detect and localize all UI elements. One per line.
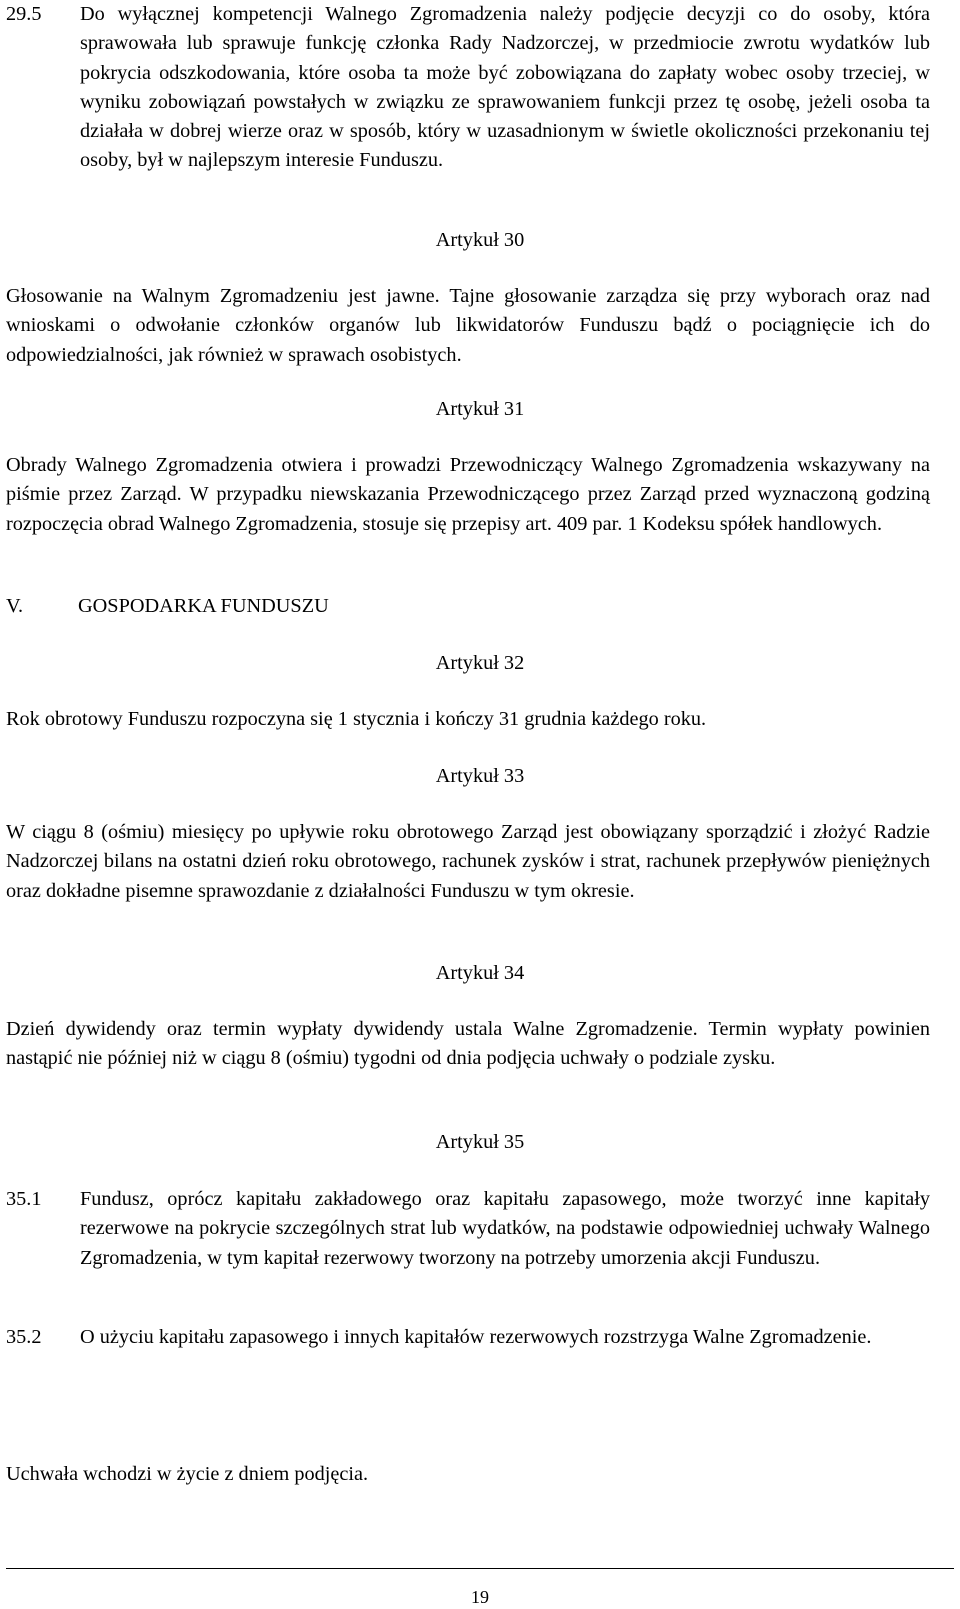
paragraph-35-1-text: Fundusz, oprócz kapitału zakładowego oraz kapitału zapasowego, może tworzyć inne kapitały rezerwowe na pokrycie szczególnych strat lub wydatków, na podstawie odpowiedniej uchwały Walnego Zgromadzenia, w tym kapitał rezerwowy tworzony na potrzeby umorzenia akcji Funduszu. [80,1188,930,1269]
article-30-heading: Artykuł 30 [435,229,525,251]
article-33-heading: Artykuł 33 [435,765,525,787]
paragraph-35-2-text: O użyciu kapitału zapasowego i innych kapitałów rezerwowych rozstrzyga Walne Zgromadzenie. [80,1326,872,1348]
footer-divider [6,1568,954,1569]
paragraph-29-5-text: Do wyłącznej kompetencji Walnego Zgromadzenia należy podjęcie decyzji co do osoby, która sprawowała lub sprawuje funkcję członka Rady Nadzorczej, w przedmiocie zwrotu wydatków lub pokrycia odszkodowania, które osoba ta może być zobowiązana do zapłaty wobec osoby trzeciej, w wyniku zobowiązań powstałych w związku ze sprawowaniem funkcji przez tę osobę, jeżeli osoba ta działała w dobrej wierze oraz w sposób, który w uzasadnionym w świetle okoliczności przekonaniu tej osoby, był w najlepszym interesie Funduszu. [80,3,930,172]
article-31-heading: Artykuł 31 [435,398,525,420]
section-number: V. [6,595,24,617]
article-34-text: Dzień dywidendy oraz termin wypłaty dywidendy ustala Walne Zgromadzenie. Termin wypłaty powinien nastąpić nie później niż w ciągu 8 (ośmiu) tygodni od dnia podjęcia uchwały o podziale zysku. [6,1018,930,1070]
article-33-text: W ciągu 8 (ośmiu) miesięcy po upływie roku obrotowego Zarząd jest obowiązany sporządzić i złożyć Radzie Nadzorczej bilans na ostatni dzień roku obrotowego, rachunek zysków i strat, rachunek przepływów pieniężnych oraz dokładne pisemne sprawozdanie z działalności Funduszu w tym okresie. [6,821,930,902]
article-34-heading: Artykuł 34 [435,962,525,984]
paragraph-number: 29.5 [6,3,42,25]
article-32-text: Rok obrotowy Funduszu rozpoczyna się 1 stycznia i kończy 31 grudnia każdego roku. [6,708,707,730]
paragraph-number: 35.1 [6,1188,42,1210]
paragraph-number: 35.2 [6,1326,42,1348]
section-title: GOSPODARKA FUNDUSZU [78,595,329,617]
closing-statement: Uchwała wchodzi w życie z dniem podjęcia. [6,1463,369,1485]
article-31-text: Obrady Walnego Zgromadzenia otwiera i prowadzi Przewodniczący Walnego Zgromadzenia wskazywany na piśmie przez Zarząd. W przypadku niewskazania Przewodniczącego przez Zarząd przed wyznaczoną godziną rozpoczęcia obrad Walnego Zgromadzenia, stosuje się przepisy art. 409 par. 1 Kodeksu spółek handlowych. [6,454,930,535]
page-number: 19 [471,1587,489,1607]
article-32-heading: Artykuł 32 [435,652,525,674]
article-30-text: Głosowanie na Walnym Zgromadzeniu jest jawne. Tajne głosowanie zarządza się przy wyborach oraz nad wnioskami o odwołanie członków organów lub likwidatorów Funduszu bądź o pociągnięcie ich do odpowiedzialności, jak również w sprawach osobistych. [6,285,930,366]
article-35-heading: Artykuł 35 [435,1131,525,1153]
